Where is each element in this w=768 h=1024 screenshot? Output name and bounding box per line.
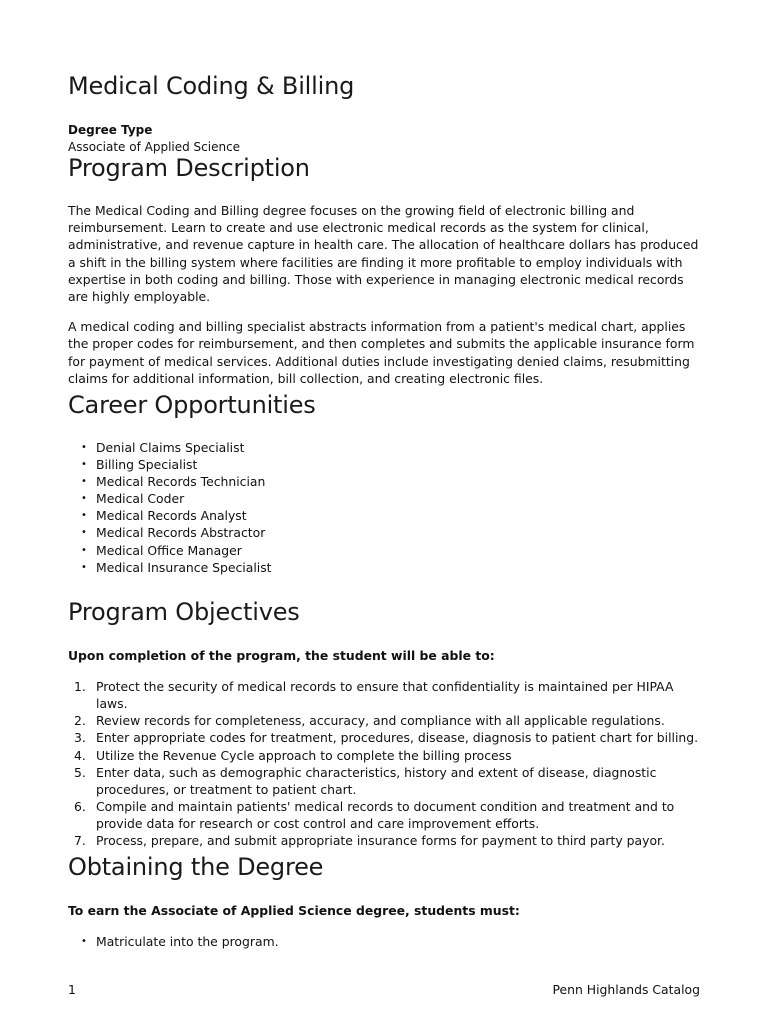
list-item-text: Enter data, such as demographic characteristics, history and extent of disease, diagnostic procedures, or treatment to patient chart. — [96, 764, 657, 797]
program-description-paragraph: A medical coding and billing specialist abstracts information from a patient's medical chart, applies the proper codes for reimbursement, and then completes and submits the applicable insurance form for payment of medical services. Additional duties include investigating denied claims, resubmitting claims for additional information, bill collection, and creating electronic files. — [68, 319, 695, 386]
list-item: • Medical Records Technician — [68, 473, 700, 490]
program-description-section — [68, 152, 700, 387]
list-item — [68, 712, 700, 729]
list-item: • Medical Coder — [68, 490, 700, 507]
objectives-list — [68, 678, 700, 849]
list-number: 7. — [74, 833, 86, 849]
obtaining-degree-section — [68, 851, 700, 950]
page-number: 1 — [68, 982, 76, 997]
list-number: 4. — [74, 747, 86, 763]
list-item: • Medical Office Manager — [68, 542, 700, 559]
catalog-name: Penn Highlands Catalog — [552, 982, 700, 997]
list-item: • Medical Records Abstractor — [68, 524, 700, 541]
degree-type-value: Associate of Applied Science — [68, 140, 241, 154]
list-item-text: Utilize the Revenue Cycle approach to complete the billing process — [96, 747, 512, 763]
list-number: 5. — [74, 764, 86, 780]
page-footer — [68, 981, 700, 999]
program-objectives-section — [68, 596, 700, 849]
list-number: 1. — [74, 679, 86, 695]
list-number: 6. — [74, 798, 86, 814]
program-description-heading: Program Description — [68, 154, 310, 182]
page-title: Medical Coding & Billing — [68, 72, 355, 100]
list-item-text: Compile and maintain patients' medical records to document condition and treatment and to provide data for research or cost control and care improvement efforts. — [96, 798, 675, 831]
list-item-text: Protect the security of medical records to ensure that confidentiality is maintained per HIPAA laws. — [96, 679, 674, 712]
career-opportunities-section — [68, 389, 700, 576]
program-objectives-lead: Upon completion of the program, the student will be able to: — [68, 648, 495, 663]
list-number: 3. — [74, 730, 86, 746]
list-item — [68, 798, 700, 832]
list-item: • Denial Claims Specialist — [68, 439, 700, 456]
list-item — [68, 747, 700, 764]
list-item: • Matriculate into the program. — [68, 933, 700, 950]
degree-type-label: Degree Type — [68, 123, 153, 137]
list-item — [68, 764, 700, 798]
program-objectives-heading: Program Objectives — [68, 598, 300, 626]
list-item: • Medical Records Analyst — [68, 507, 700, 524]
list-item-text: Enter appropriate codes for treatment, procedures, disease, diagnosis to patient chart for billing. — [96, 730, 699, 746]
career-opportunities-heading: Career Opportunities — [68, 391, 316, 419]
list-item — [68, 729, 700, 746]
requirements-list — [68, 933, 700, 950]
career-list — [68, 439, 700, 576]
obtaining-degree-lead: To earn the Associate of Applied Science degree, students must: — [68, 903, 520, 918]
list-item-text: Process, prepare, and submit appropriate insurance forms for payment to third party payor. — [96, 833, 665, 849]
list-number: 2. — [74, 713, 86, 729]
list-item: • Billing Specialist — [68, 456, 700, 473]
list-item-text: Review records for completeness, accuracy, and compliance with all applicable regulations. — [96, 713, 665, 729]
program-description-paragraph: The Medical Coding and Billing degree focuses on the growing field of electronic billing and reimbursement. Learn to create and use electronic medical records as the system for clinical, administrative, and revenue capture in health care. The allocation of healthcare dollars has produced a shift in the billing system where facilities are finding it more profitable to employ individuals with expertise in both coding and billing. Those with experience in managing electronic medical records are highly employable. — [68, 203, 699, 305]
obtaining-degree-heading: Obtaining the Degree — [68, 853, 324, 881]
list-item — [68, 678, 700, 712]
list-item: • Medical Insurance Specialist — [68, 559, 700, 576]
list-item — [68, 832, 700, 849]
